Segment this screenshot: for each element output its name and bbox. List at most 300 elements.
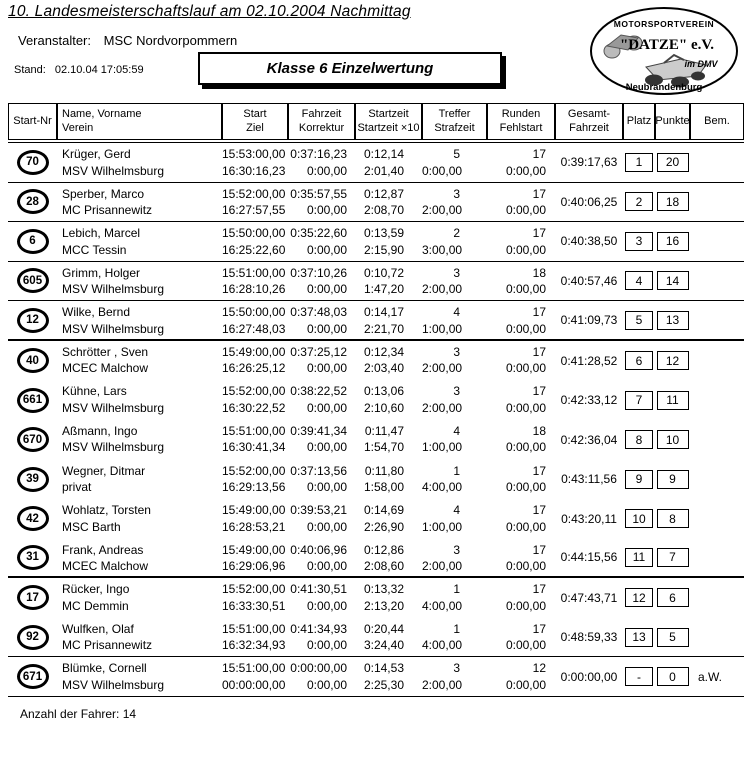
results-table-body xyxy=(8,142,744,697)
start-reaction: 0:20,44 xyxy=(363,621,404,636)
hits-count: 1 xyxy=(453,621,460,636)
hits-count: 4 xyxy=(453,503,460,518)
start-number-oval: 12 xyxy=(17,308,49,333)
driver-club: privat xyxy=(62,480,92,494)
remark-cell xyxy=(690,301,744,339)
treffer-cell xyxy=(422,618,487,657)
start-reaction: 0:12,87 xyxy=(363,186,404,201)
total-time-cell xyxy=(555,262,623,301)
total-time: 0:42:36,04 xyxy=(560,432,618,447)
start-reaction: 0:12,14 xyxy=(363,147,404,161)
start-number-cell xyxy=(8,143,57,182)
laps-count: 18 xyxy=(532,423,546,438)
fahrzeit-cell xyxy=(288,578,355,618)
start-time: 15:52:00,00 xyxy=(222,384,286,399)
remark-cell xyxy=(690,618,744,657)
false-start-time: 0:00,00 xyxy=(505,638,546,653)
remark-cell xyxy=(690,420,744,460)
total-time: 0:00:00,00 xyxy=(560,669,618,684)
place-box: 11 xyxy=(625,548,653,567)
false-start-time: 0:00,00 xyxy=(505,282,546,297)
driver-cell xyxy=(57,657,222,696)
driver-club: MSV Wilhelmsburg xyxy=(62,282,165,297)
driver-name: Aßmann, Ingo xyxy=(62,423,138,438)
penalty-time: 2:00,00 xyxy=(422,677,463,692)
laps-count: 17 xyxy=(532,542,546,557)
start-number-cell xyxy=(8,539,57,577)
drive-time: 0:38:22,52 xyxy=(290,384,347,399)
finish-time: 16:25:22,60 xyxy=(222,242,286,257)
correction-time: 0:00,00 xyxy=(306,480,347,494)
organizer-line xyxy=(18,33,237,48)
drive-time: 0:35:22,60 xyxy=(290,226,347,241)
result-row xyxy=(8,262,744,302)
place-box: 7 xyxy=(625,391,653,410)
remark-cell xyxy=(690,222,744,261)
startzeit-cell xyxy=(355,539,422,577)
penalty-time: 1:00,00 xyxy=(422,519,463,534)
penalty-time: 4:00,00 xyxy=(422,598,463,613)
start-time: 15:52:00,00 xyxy=(222,463,286,478)
start-time: 15:51:00,00 xyxy=(222,423,286,438)
driver-name: Krüger, Gerd xyxy=(62,147,131,161)
driver-cell xyxy=(57,578,222,618)
treffer-cell xyxy=(422,183,487,222)
start-number-cell xyxy=(8,460,57,500)
finish-time: 16:30:22,52 xyxy=(222,400,286,415)
result-row xyxy=(8,420,744,460)
driver-name: Wilke, Bernd xyxy=(62,305,131,320)
start-reaction-x10: 3:24,40 xyxy=(363,638,404,653)
start-time: 15:50:00,00 xyxy=(222,305,286,320)
start-reaction-x10: 1:47,20 xyxy=(363,282,404,297)
correction-time: 0:00,00 xyxy=(306,321,347,336)
false-start-time: 0:00,00 xyxy=(505,361,546,376)
total-time-cell xyxy=(555,539,623,577)
correction-time: 0:00,00 xyxy=(306,361,347,376)
runden-cell xyxy=(487,183,555,222)
start-reaction: 0:14,17 xyxy=(363,305,404,320)
start-reaction-x10: 2:10,60 xyxy=(363,400,404,415)
total-time-cell xyxy=(555,499,623,539)
result-row xyxy=(8,578,744,618)
laps-count: 17 xyxy=(532,344,546,359)
start-reaction-x10: 2:15,90 xyxy=(363,242,404,257)
driver-club: MC Prisannewitz xyxy=(62,638,153,653)
runden-cell xyxy=(487,143,555,182)
driver-count: Anzahl der Fahrer: 14 xyxy=(20,707,137,721)
place-cell xyxy=(623,499,655,539)
laps-count: 17 xyxy=(532,147,546,161)
points-cell xyxy=(655,341,690,381)
total-time: 0:39:17,63 xyxy=(560,155,618,170)
total-time: 0:42:33,12 xyxy=(560,393,618,408)
laps-count: 17 xyxy=(532,305,546,320)
drive-time: 0:39:53,21 xyxy=(290,503,347,518)
start-number-oval: 31 xyxy=(17,545,49,570)
correction-time: 0:00,00 xyxy=(306,242,347,257)
runden-cell xyxy=(487,578,555,618)
points-cell xyxy=(655,420,690,460)
start-number-cell xyxy=(8,380,57,420)
total-time-cell xyxy=(555,380,623,420)
startzeit-cell xyxy=(355,341,422,381)
driver-cell xyxy=(57,420,222,460)
start-time: 15:49:00,00 xyxy=(222,344,286,359)
remark-cell xyxy=(690,341,744,381)
place-box: 5 xyxy=(625,311,653,330)
false-start-time: 0:00,00 xyxy=(505,321,546,336)
drive-time: 0:40:06,96 xyxy=(290,542,347,557)
place-box: 10 xyxy=(625,509,653,528)
total-time: 0:43:11,56 xyxy=(561,472,617,487)
driver-cell xyxy=(57,618,222,657)
points-cell xyxy=(655,143,690,182)
finish-time: 16:27:57,55 xyxy=(222,203,286,218)
start-number-oval: 28 xyxy=(17,189,49,214)
driver-name: Grimm, Holger xyxy=(62,265,141,280)
total-time: 0:47:43,71 xyxy=(560,590,618,605)
total-time-cell xyxy=(555,222,623,261)
fahrzeit-cell xyxy=(288,143,355,182)
driver-cell xyxy=(57,222,222,261)
start-ziel-cell xyxy=(222,460,288,500)
driver-cell xyxy=(57,460,222,500)
start-reaction: 0:12,86 xyxy=(363,542,404,557)
hits-count: 1 xyxy=(453,582,460,597)
start-number-oval: 42 xyxy=(17,506,49,531)
finish-time: 16:32:34,93 xyxy=(222,638,286,653)
laps-count: 17 xyxy=(532,384,546,399)
start-ziel-cell xyxy=(222,657,288,696)
points-cell xyxy=(655,578,690,618)
start-reaction-x10: 2:08,70 xyxy=(363,203,404,218)
laps-count: 17 xyxy=(532,582,546,597)
start-ziel-cell xyxy=(222,420,288,460)
driver-club: MSV Wilhelmsburg xyxy=(62,677,165,692)
driver-club: MCC Tessin xyxy=(62,242,127,257)
points-cell xyxy=(655,499,690,539)
hits-count: 3 xyxy=(453,661,460,676)
place-box: 4 xyxy=(625,271,653,290)
correction-time: 0:00,00 xyxy=(306,559,347,574)
fahrzeit-cell xyxy=(288,618,355,657)
start-ziel-cell xyxy=(222,499,288,539)
runden-cell xyxy=(487,380,555,420)
treffer-cell xyxy=(422,499,487,539)
place-box: 13 xyxy=(625,628,653,647)
start-reaction: 0:13,06 xyxy=(363,384,404,399)
driver-name: Wohlatz, Torsten xyxy=(62,503,151,518)
driver-name: Schrötter , Sven xyxy=(62,344,149,359)
treffer-cell xyxy=(422,657,487,696)
place-cell xyxy=(623,420,655,460)
driver-club: MSV Wilhelmsburg xyxy=(62,321,165,336)
header-punkte: Punkte xyxy=(655,103,690,140)
driver-name: Kühne, Lars xyxy=(62,384,127,399)
total-time: 0:48:59,33 xyxy=(560,630,618,645)
start-reaction-x10: 2:01,40 xyxy=(363,163,404,178)
start-ziel-cell xyxy=(222,380,288,420)
correction-time: 0:00,00 xyxy=(306,638,347,653)
header-treffer-strafzeit: Treffer Strafzeit xyxy=(422,103,487,140)
points-box: 10 xyxy=(657,430,689,449)
start-ziel-cell xyxy=(222,539,288,577)
startzeit-cell xyxy=(355,657,422,696)
points-box: 8 xyxy=(657,509,689,528)
driver-name: Rücker, Ingo xyxy=(62,582,130,597)
finish-time: 16:27:48,03 xyxy=(222,321,286,336)
total-time-cell xyxy=(555,578,623,618)
remark-cell xyxy=(690,657,744,696)
penalty-time: 0:00,00 xyxy=(422,163,463,178)
place-cell xyxy=(623,262,655,301)
startzeit-cell xyxy=(355,183,422,222)
points-cell xyxy=(655,301,690,339)
hits-count: 3 xyxy=(453,384,460,399)
start-reaction: 0:13,32 xyxy=(363,582,404,597)
driver-club: MC Demmin xyxy=(62,598,129,613)
runden-cell xyxy=(487,499,555,539)
hits-count: 1 xyxy=(453,463,460,478)
treffer-cell xyxy=(422,262,487,301)
startzeit-cell xyxy=(355,460,422,500)
points-cell xyxy=(655,539,690,577)
total-time: 0:40:38,50 xyxy=(560,234,618,249)
startzeit-cell xyxy=(355,262,422,301)
logo-text-top: MOTORSPORTVEREIN xyxy=(613,19,715,29)
driver-club: MSV Wilhelmsburg xyxy=(62,163,165,178)
points-box: 9 xyxy=(657,470,689,489)
start-number-oval: 605 xyxy=(17,268,49,293)
start-reaction-x10: 1:58,00 xyxy=(363,480,404,494)
driver-name: Blümke, Cornell xyxy=(62,661,147,676)
treffer-cell xyxy=(422,380,487,420)
drive-time: 0:37:16,23 xyxy=(290,147,347,161)
treffer-cell xyxy=(422,143,487,182)
place-box: 8 xyxy=(625,430,653,449)
penalty-time: 2:00,00 xyxy=(422,559,463,574)
start-time: 15:51:00,00 xyxy=(222,265,286,280)
false-start-time: 0:00,00 xyxy=(505,480,546,494)
result-row xyxy=(8,539,744,579)
logo-text-name: "DATZE" e.V. xyxy=(619,37,715,53)
club-logo xyxy=(588,5,740,102)
hits-count: 3 xyxy=(453,186,460,201)
start-number-cell xyxy=(8,618,57,657)
result-row xyxy=(8,222,744,262)
start-ziel-cell xyxy=(222,262,288,301)
fahrzeit-cell xyxy=(288,420,355,460)
start-number-oval: 670 xyxy=(17,427,49,452)
hits-count: 4 xyxy=(453,423,460,438)
result-row xyxy=(8,380,744,420)
penalty-time: 2:00,00 xyxy=(422,282,463,297)
start-number-cell xyxy=(8,499,57,539)
start-time: 15:50:00,00 xyxy=(222,226,286,241)
drive-time: 0:41:34,93 xyxy=(290,621,347,636)
driver-club: MCEC Malchow xyxy=(62,559,149,574)
hits-count: 3 xyxy=(453,265,460,280)
false-start-time: 0:00,00 xyxy=(505,677,546,692)
fahrzeit-cell xyxy=(288,262,355,301)
runden-cell xyxy=(487,301,555,339)
start-time: 15:52:00,00 xyxy=(222,186,286,201)
driver-club: MSV Wilhelmsburg xyxy=(62,400,165,415)
points-cell xyxy=(655,222,690,261)
start-time: 15:49:00,00 xyxy=(222,503,286,518)
remark-text: a.W. xyxy=(698,669,723,684)
fahrzeit-cell xyxy=(288,539,355,577)
place-cell xyxy=(623,301,655,339)
start-number-cell xyxy=(8,341,57,381)
place-box: 6 xyxy=(625,351,653,370)
drive-time: 0:39:41,34 xyxy=(290,423,347,438)
header-start-ziel: Start Ziel xyxy=(222,103,288,140)
correction-time: 0:00,00 xyxy=(306,400,347,415)
header-gesamt-fahrzeit: Gesamt- Fahrzeit xyxy=(555,103,623,140)
total-time-cell xyxy=(555,420,623,460)
correction-time: 0:00,00 xyxy=(306,282,347,297)
start-reaction-x10: 2:13,20 xyxy=(363,598,404,613)
correction-time: 0:00,00 xyxy=(306,677,347,692)
points-box: 18 xyxy=(657,192,689,211)
runden-cell xyxy=(487,539,555,577)
driver-club: MC Prisannewitz xyxy=(62,203,153,218)
driver-cell xyxy=(57,539,222,577)
points-cell xyxy=(655,183,690,222)
header-fahrzeit-korrektur: Fahrzeit Korrektur xyxy=(288,103,355,140)
header-platz: Platz xyxy=(623,103,655,140)
drive-time: 0:41:30,51 xyxy=(290,582,347,597)
fahrzeit-cell xyxy=(288,657,355,696)
penalty-time: 3:00,00 xyxy=(422,242,463,257)
class-title: Klasse 6 Einzelwertung xyxy=(266,60,434,77)
treffer-cell xyxy=(422,578,487,618)
place-box: 1 xyxy=(625,153,653,172)
start-reaction: 0:14,53 xyxy=(363,661,404,676)
fahrzeit-cell xyxy=(288,222,355,261)
driver-cell xyxy=(57,341,222,381)
runden-cell xyxy=(487,420,555,460)
place-cell xyxy=(623,618,655,657)
runden-cell xyxy=(487,262,555,301)
finish-time: 16:30:16,23 xyxy=(222,163,286,178)
total-time-cell xyxy=(555,143,623,182)
points-box: 20 xyxy=(657,153,689,172)
penalty-time: 2:00,00 xyxy=(422,400,463,415)
start-time: 15:53:00,00 xyxy=(222,147,286,161)
start-reaction: 0:14,69 xyxy=(363,503,404,518)
hits-count: 3 xyxy=(453,344,460,359)
finish-time: 00:00:00,00 xyxy=(222,677,286,692)
remark-cell xyxy=(690,262,744,301)
driver-cell xyxy=(57,262,222,301)
treffer-cell xyxy=(422,222,487,261)
place-cell xyxy=(623,183,655,222)
start-reaction-x10: 2:08,60 xyxy=(363,559,404,574)
drive-time: 0:35:57,55 xyxy=(290,186,347,201)
drive-time: 0:37:10,26 xyxy=(290,265,347,280)
points-cell xyxy=(655,460,690,500)
laps-count: 17 xyxy=(532,503,546,518)
start-number-oval: 671 xyxy=(17,664,49,689)
laps-count: 17 xyxy=(532,621,546,636)
result-row xyxy=(8,143,744,183)
remark-cell xyxy=(690,499,744,539)
start-reaction-x10: 2:03,40 xyxy=(363,361,404,376)
startzeit-cell xyxy=(355,578,422,618)
runden-cell xyxy=(487,657,555,696)
false-start-time: 0:00,00 xyxy=(505,440,546,455)
driver-cell xyxy=(57,499,222,539)
correction-time: 0:00,00 xyxy=(306,163,347,178)
result-row xyxy=(8,657,744,697)
start-ziel-cell xyxy=(222,301,288,339)
finish-time: 16:29:13,56 xyxy=(222,480,286,494)
place-cell xyxy=(623,539,655,577)
hits-count: 5 xyxy=(453,147,460,161)
correction-time: 0:00,00 xyxy=(306,519,347,534)
place-cell xyxy=(623,578,655,618)
total-time: 0:40:06,25 xyxy=(560,194,618,209)
start-ziel-cell xyxy=(222,578,288,618)
start-number-cell xyxy=(8,183,57,222)
treffer-cell xyxy=(422,420,487,460)
startzeit-cell xyxy=(355,618,422,657)
fahrzeit-cell xyxy=(288,460,355,500)
start-number-oval: 17 xyxy=(17,585,49,610)
finish-time: 16:28:53,21 xyxy=(222,519,286,534)
drive-time: 0:37:25,12 xyxy=(290,344,347,359)
total-time: 0:44:15,56 xyxy=(560,550,618,565)
logo-text-city: Neubrandenburg xyxy=(625,82,703,93)
finish-time: 16:28:10,26 xyxy=(222,282,286,297)
penalty-time: 4:00,00 xyxy=(422,638,463,653)
place-cell xyxy=(623,222,655,261)
finish-time: 16:29:06,96 xyxy=(222,559,286,574)
start-ziel-cell xyxy=(222,143,288,182)
result-row xyxy=(8,301,744,341)
treffer-cell xyxy=(422,301,487,339)
stand-value: 02.10.04 17:05:59 xyxy=(54,64,144,76)
points-box: 14 xyxy=(657,271,689,290)
remark-cell xyxy=(690,183,744,222)
total-time-cell xyxy=(555,657,623,696)
start-number-cell xyxy=(8,222,57,261)
finish-time: 16:30:41,34 xyxy=(222,440,286,455)
driver-name: Sperber, Marco xyxy=(62,186,145,201)
start-time: 15:52:00,00 xyxy=(222,582,286,597)
penalty-time: 2:00,00 xyxy=(422,203,463,218)
treffer-cell xyxy=(422,539,487,577)
start-ziel-cell xyxy=(222,341,288,381)
place-box: 9 xyxy=(625,470,653,489)
startzeit-cell xyxy=(355,143,422,182)
start-reaction-x10: 2:26,90 xyxy=(363,519,404,534)
points-box: 16 xyxy=(657,232,689,251)
start-number-oval: 661 xyxy=(17,388,49,413)
start-ziel-cell xyxy=(222,222,288,261)
place-cell xyxy=(623,143,655,182)
driver-cell xyxy=(57,183,222,222)
start-reaction: 0:12,34 xyxy=(363,344,404,359)
place-box: 2 xyxy=(625,192,653,211)
total-time: 0:43:20,11 xyxy=(561,511,617,526)
fahrzeit-cell xyxy=(288,380,355,420)
penalty-time: 4:00,00 xyxy=(422,480,463,494)
start-number-cell xyxy=(8,301,57,339)
